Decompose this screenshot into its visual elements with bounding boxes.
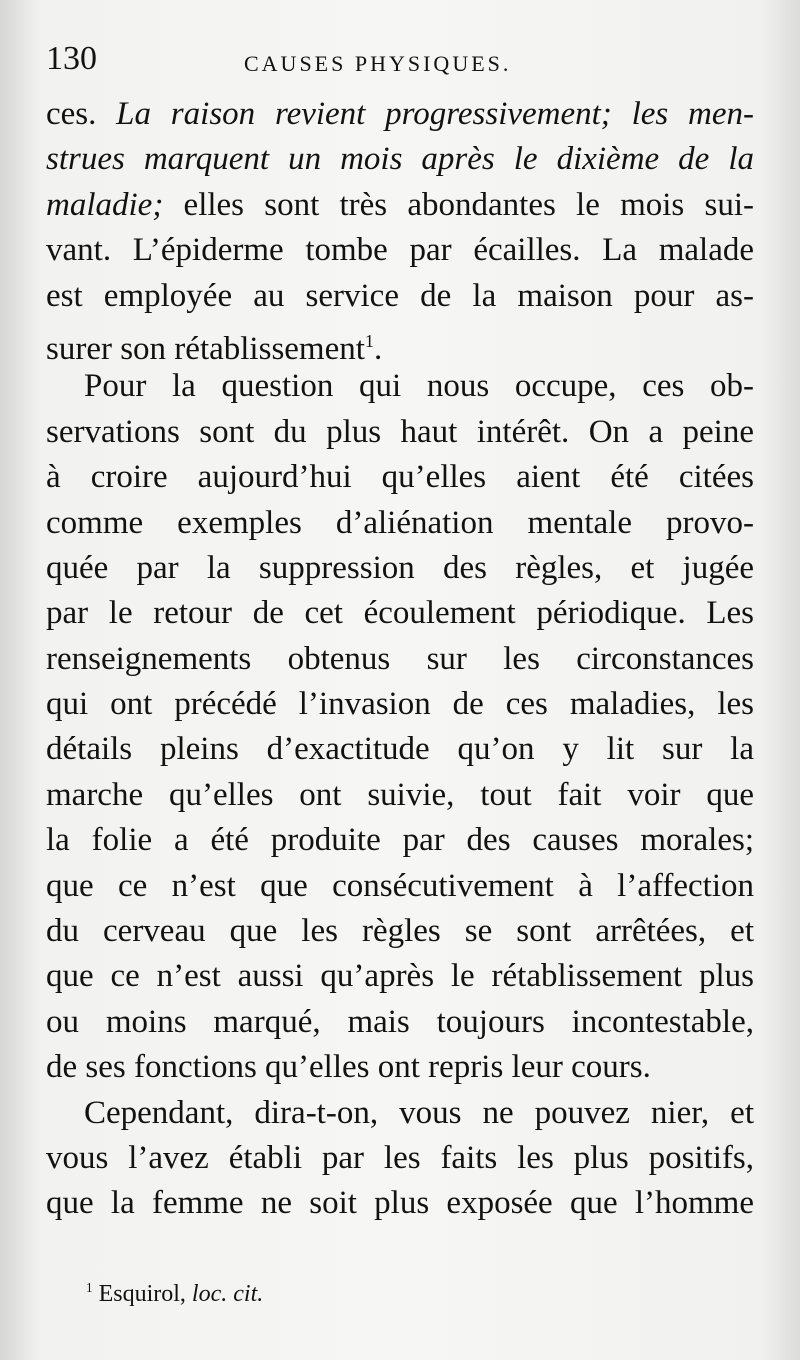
text-line: ou moins marqué, mais toujours incontestable, xyxy=(46,1003,754,1040)
text-line xyxy=(46,183,754,228)
text-line: servations sont du plus haut intérêt. On a peine xyxy=(46,413,754,450)
text-line: marche qu’elles ont suivie, tout fait voir que xyxy=(46,776,754,813)
text-line: Pour la question qui nous occupe, ces ob- xyxy=(84,368,754,405)
text-line: que la femme ne soit plus exposée que l’homme xyxy=(46,1185,754,1222)
text-line xyxy=(46,319,754,367)
text-line: que ce n’est aussi qu’après le rétablissement plus xyxy=(46,958,754,995)
page-header xyxy=(46,40,756,90)
text-span: surer son rétablissement xyxy=(46,330,365,367)
paragraph-1 xyxy=(46,92,754,367)
text-line: renseignements obtenus sur les circonstances xyxy=(46,640,754,677)
paragraph-3 xyxy=(46,1091,754,1227)
text-line xyxy=(46,137,754,182)
italic-span: strues marquent un mois après le dixième de la xyxy=(46,141,754,178)
text-line: comme exemples d’aliénation mentale provo- xyxy=(46,504,754,541)
page-number: 130 xyxy=(46,40,97,77)
text-line: par le retour de cet écoulement périodique. Les xyxy=(46,595,754,632)
text-line: quée par la suppression des règles, et jugée xyxy=(46,549,754,586)
text-line: est employée au service de la maison pour as- xyxy=(46,277,754,314)
italic-span: La raison revient progressivement; les men- xyxy=(116,96,754,132)
text-line: Cependant, dira-t-on, vous ne pouvez nier, et xyxy=(84,1094,754,1131)
text-line: la folie a été produite par des causes morales; xyxy=(46,822,754,859)
text-span: ces. xyxy=(46,96,117,132)
text-span: . xyxy=(374,330,383,367)
body-text xyxy=(46,92,754,1227)
text-span: elles sont très abondantes le mois sui- xyxy=(163,186,754,223)
text-line: de ses fonctions qu’elles ont repris leur cours. xyxy=(46,1049,651,1086)
text-line: détails pleins d’exactitude qu’on y lit sur la xyxy=(46,731,754,768)
footnote-reference: loc. cit. xyxy=(191,1281,264,1307)
footnote-number: 1 xyxy=(86,1280,93,1295)
italic-span: maladie; xyxy=(46,186,164,223)
paragraph-2 xyxy=(46,364,754,1090)
running-head: CAUSES PHYSIQUES. xyxy=(244,51,512,76)
text-line: que ce n’est que consécutivement à l’affection xyxy=(46,867,754,904)
text-line: vous l’avez établi par les faits les plus positifs, xyxy=(46,1139,754,1176)
text-line: qui ont précédé l’invasion de ces maladies, les xyxy=(46,686,754,723)
text-line: à croire aujourd’hui qu’elles aient été citées xyxy=(46,459,754,496)
footnote xyxy=(86,1280,263,1308)
text-line xyxy=(46,92,754,137)
footnote-marker: 1 xyxy=(364,330,374,351)
text-line: vant. L’épiderme tombe par écailles. La malade xyxy=(46,232,754,269)
footnote-author: Esquirol, xyxy=(92,1281,192,1307)
text-line: du cerveau que les règles se sont arrêtées, et xyxy=(46,913,754,950)
